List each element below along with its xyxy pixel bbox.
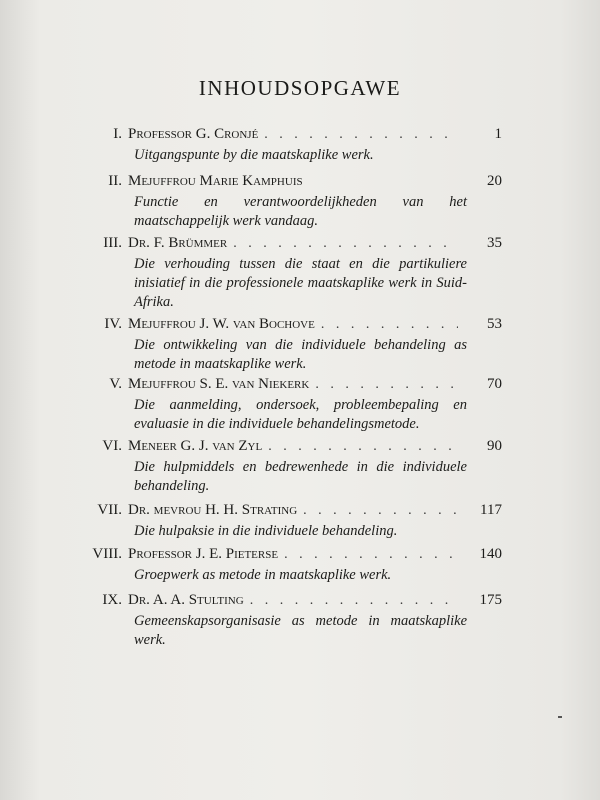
page-number: 20 <box>487 173 502 189</box>
entry-description: Die verhouding tussen die staat en die partikuliere inisiatief in die professionele maatskaplike werk in Suid-Afrika. <box>134 256 467 310</box>
entry-description: Die hulpmiddels en bedrewenhede in die individuele behandeling. <box>134 459 467 494</box>
chapter-number: VII. <box>97 502 122 518</box>
page-mark <box>558 716 562 718</box>
dot-leader <box>303 503 458 519</box>
dot-leader <box>264 127 458 143</box>
page-number: 175 <box>479 592 502 608</box>
author-name: Mejuffrou S. E. van Niekerk <box>128 376 310 392</box>
dot-leader <box>268 439 458 455</box>
author-name: Meneer G. J. van Zyl <box>128 438 263 454</box>
chapter-number: VIII. <box>92 546 122 562</box>
page-title: INHOUDSOPGAWE <box>198 76 402 100</box>
chapter-number: V. <box>109 376 122 392</box>
entry-description: Groepwerk as metode in maatskaplike werk. <box>134 567 392 583</box>
entry-heading <box>128 592 458 612</box>
entry-description: Die ontwikkeling van die individuele behandeling as metode in maatskaplike werk. <box>134 337 467 372</box>
author-name: Professor J. E. Pieterse <box>128 546 279 562</box>
entry-description: Functie en verantwoordelijkheden van het maatschappelijk werk vandaag. <box>134 194 467 229</box>
entry-description: Die hulpaksie in die individuele behandeling. <box>134 523 398 539</box>
dot-leader <box>321 317 458 333</box>
author-name: Dr. mevrou H. H. Strating <box>128 502 298 518</box>
author-name: Mejuffrou J. W. van Bochove <box>128 316 315 332</box>
page-number: 90 <box>487 438 502 454</box>
entry-heading <box>128 502 458 522</box>
page-number: 70 <box>487 376 502 392</box>
entry-heading <box>128 546 458 566</box>
chapter-number: VI. <box>102 438 122 454</box>
author-name: Dr. F. Brümmer <box>128 235 228 251</box>
chapter-number: III. <box>103 235 122 251</box>
entry-heading <box>128 235 458 255</box>
page-number: 1 <box>494 126 502 142</box>
page-number: 140 <box>479 546 502 562</box>
dot-leader <box>233 236 458 252</box>
entry-heading <box>128 376 458 396</box>
chapter-number: IV. <box>104 316 122 332</box>
entry-heading <box>128 316 458 336</box>
chapter-number: IX. <box>102 592 122 608</box>
entry-heading <box>128 126 458 146</box>
page-number: 53 <box>487 316 502 332</box>
page-number: 35 <box>487 235 502 251</box>
entry-heading <box>128 438 458 458</box>
chapter-number: II. <box>108 173 122 189</box>
dot-leader <box>315 377 458 393</box>
chapter-number: I. <box>113 126 122 142</box>
entry-heading <box>128 173 458 193</box>
entry-description: Die aanmelding, ondersoek, probleembepaling en evaluasie in die individuele behandelingsmetode. <box>134 397 467 432</box>
entry-description: Gemeenskapsorganisasie as metode in maatskaplike werk. <box>134 613 467 648</box>
dot-leader <box>250 593 458 609</box>
author-name: Mejuffrou Marie Kamphuis <box>128 173 303 189</box>
page-number: 117 <box>480 502 502 518</box>
author-name: Professor G. Cronjé <box>128 126 259 142</box>
dot-leader <box>284 547 458 563</box>
author-name: Dr. A. A. Stulting <box>128 592 244 608</box>
entry-description: Uitgangspunte by die maatskaplike werk. <box>134 147 374 163</box>
